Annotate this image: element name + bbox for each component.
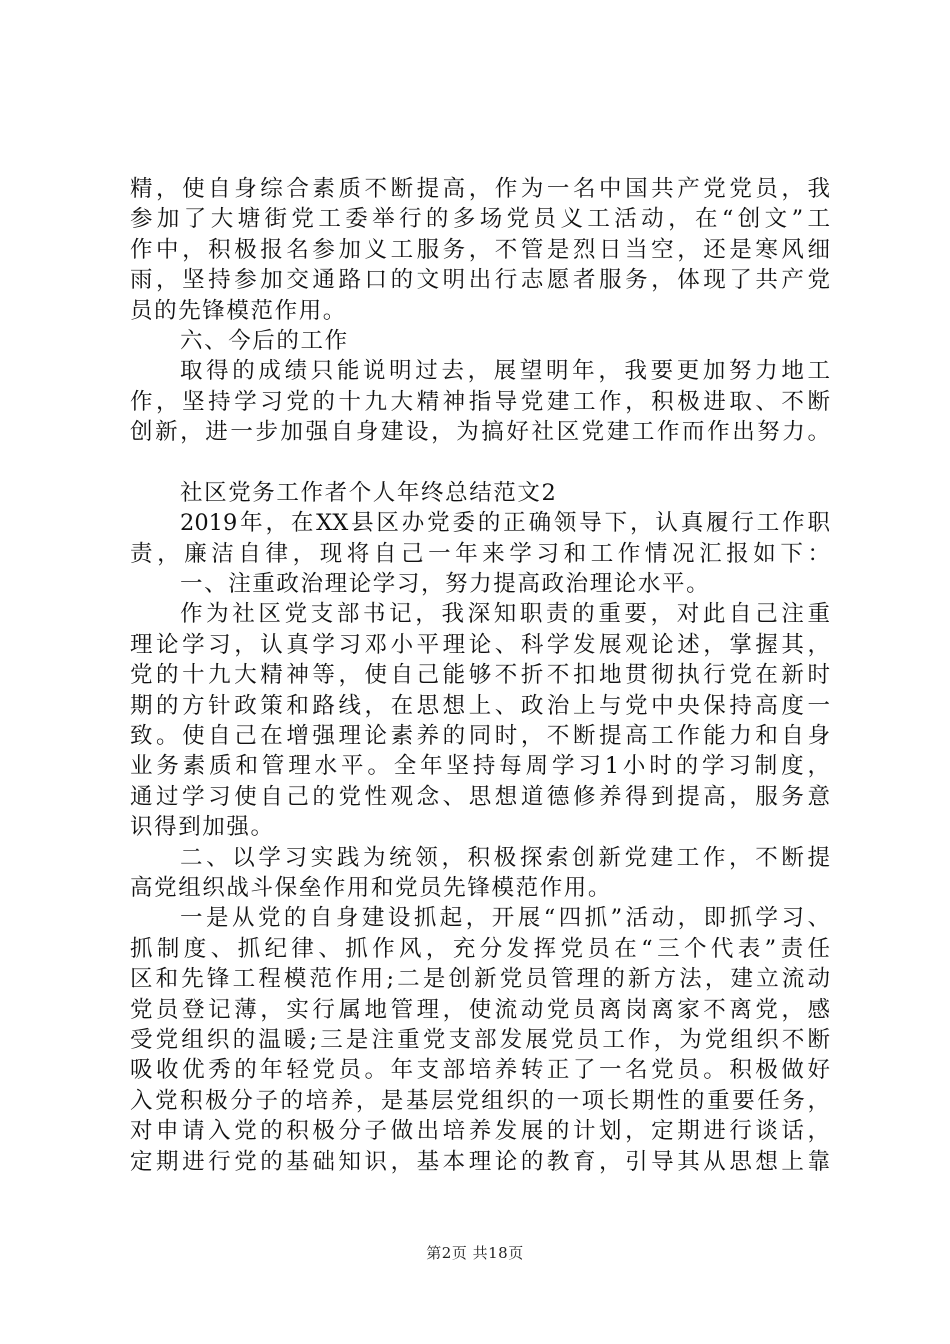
text-line: 业务素质和管理水平。全年坚持每周学习1小时的学习制度，	[130, 753, 830, 780]
text-line: 致。使自己在增强理论素养的同时，不断提高工作能力和自身	[130, 723, 830, 750]
text-line: 员的先锋模范作用。	[130, 297, 347, 324]
text-line: 入党积极分子的培养，是基层党组织的一项长期性的重要任务，	[130, 1087, 830, 1114]
section-heading: 六、今后的工作	[180, 327, 349, 354]
text-line: 定期进行党的基础知识，基本理论的教育，引导其从思想上靠	[130, 1148, 830, 1175]
text-line: 通过学习使自己的党性观念、思想道德修养得到提高，服务意	[130, 783, 830, 810]
text-line: 作为社区党支部书记，我深知职责的重要，对此自己注重	[180, 601, 830, 628]
text-line: 理论学习，认真学习邓小平理论、科学发展观论述，掌握其，	[130, 631, 830, 658]
text-line: 对申请入党的积极分子做出培养发展的计划，定期进行谈话，	[130, 1118, 830, 1145]
page-footer: 第2页 共18页	[426, 1244, 524, 1262]
text-line: 高党组织战斗保垒作用和党员先锋模范作用。	[130, 874, 613, 901]
text-line: 党员登记薄，实行属地管理，使流动党员离岗离家不离党，感	[130, 996, 830, 1023]
text-line: 吸收优秀的年轻党员。年支部培养转正了一名党员。积极做好	[130, 1057, 830, 1084]
text-line: 受党组织的温暖;三是注重党支部发展党员工作，为党组织不断	[130, 1026, 830, 1053]
article-title: 社区党务工作者个人年终总结范文2	[180, 479, 558, 506]
document-body	[130, 174, 830, 1177]
text-line: 识得到加强。	[130, 814, 275, 841]
text-line: 党的十九大精神等，使自己能够不折不扣地贯彻执行党在新时	[130, 662, 830, 689]
text-line: 参加了大塘街党工委举行的多场党员义工活动，在“创文”工	[130, 206, 830, 233]
text-line: 雨，坚持参加交通路口的文明出行志愿者服务，体现了共产党	[130, 267, 830, 294]
text-line: 作，坚持学习党的十九大精神指导党建工作，积极进取、不断	[130, 388, 830, 415]
text-line: 抓制度、抓纪律、抓作风，充分发挥党员在“三个代表”责任	[130, 935, 830, 962]
paragraph-gap	[130, 448, 830, 478]
text-line: 2019年，在XX县区办党委的正确领导下，认真履行工作职	[180, 510, 830, 537]
text-line: 取得的成绩只能说明过去，展望明年，我要更加努力地工	[180, 358, 830, 385]
text-line: 精，使自身综合素质不断提高，作为一名中国共产党党员，我	[130, 176, 830, 202]
text-line: 区和先锋工程模范作用;二是创新党员管理的新方法，建立流动	[130, 966, 830, 993]
text-line: 期的方针政策和路线，在思想上、政治上与党中央保持高度一	[130, 692, 830, 719]
text-line: 创新，进一步加强自身建设，为搞好社区党建工作而作出努力。	[130, 419, 830, 446]
text-line: 作中，积极报名参加义工服务，不管是烈日当空，还是寒风细	[130, 236, 830, 263]
section-heading: 一、注重政治理论学习，努力提高政治理论水平。	[180, 571, 711, 598]
section-heading: 二、以学习实践为统领，积极探索创新党建工作，不断提	[180, 844, 830, 871]
text-line: 一是从党的自身建设抓起，开展“四抓”活动，即抓学习、	[180, 905, 830, 932]
text-line: 责，廉洁自律，现将自己一年来学习和工作情况汇报如下：	[130, 540, 830, 567]
